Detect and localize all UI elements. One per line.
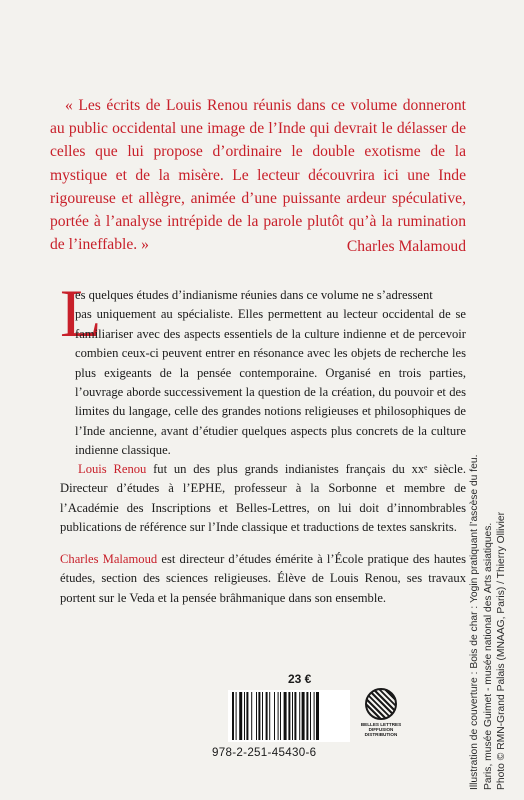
description-line-1: es quelques études d’indianisme réunies dans ce volume ne s’adressent	[75, 288, 433, 302]
barcode-bar	[306, 692, 308, 740]
barcode-bar	[256, 692, 257, 740]
price-label: 23 €	[288, 672, 312, 686]
logo-line-3: DISTRIBUTION	[364, 732, 398, 738]
publisher-logo	[360, 688, 402, 738]
barcode-bar	[278, 692, 279, 740]
credits-line-1: Illustration de couverture : Bois de char : Yogin pratiquant l’ascèse du feu.	[469, 454, 480, 790]
barcode-bar	[310, 692, 311, 740]
description-line-2: pas uniquement au spécialiste.	[75, 307, 234, 322]
barcode-bar	[294, 692, 296, 740]
barcode-bar	[266, 692, 268, 740]
logo-line-2: DIFFUSION	[368, 727, 394, 733]
barcode-bar	[269, 692, 270, 740]
barcode-bar	[251, 692, 252, 740]
barcode-bar	[232, 692, 234, 740]
quote-author: Charles Malamoud	[346, 238, 466, 255]
barcode-bar	[299, 692, 300, 740]
credits-line-3: Photo © RMN-Grand Palais (MNAAG, Paris) / Thierry Ollivier	[496, 511, 507, 790]
barcode-bar	[244, 692, 245, 740]
barcode-bar	[258, 692, 260, 740]
barcode-bar	[246, 692, 248, 740]
bio-text-malamoud: est directeur d’études émérite à l’École pratique des hautes études, section des sciences religieuses. Élève de Louis Renou, ses travaux portent sur le Veda et la pensée brâhmanique dans son ensemble.	[60, 552, 466, 605]
barcode-bar	[314, 692, 315, 740]
drop-cap-letter: L	[60, 275, 102, 351]
barcode-bar	[239, 692, 242, 740]
barcode-bar	[236, 692, 237, 740]
bio-text-renou: fut un des plus grands indianistes français du xxᵉ siècle. Directeur d’études à l’EPHE, professeur à la Sorbonne et membre de l’Académie des Inscriptions et Belles-Lettres, on lui doit d’innombrables publications de référence sur l’Inde classique et traductions de textes sanskrits.	[60, 462, 466, 535]
barcode-bar	[316, 692, 319, 740]
description-rest: Elles permettent au lecteur occidental de se familiariser avec des aspects essentiels de la culture indienne et de percevoir combien ceux-ci peuvent entrer en résonance avec les objets de recherche les plus exigeants de la pensée contemporaine. Organisé en trois parties, l’ouvrage aborde successivement la question de la création, du pouvoir et des limites du langage, celle des grandes notions religieuses et philosophiques de l’Inde ancienne, avant d’étudier quelques aspects plus concrets de la culture indienne classique.	[75, 307, 466, 458]
book-description	[60, 286, 466, 461]
barcode-bar	[274, 692, 275, 740]
cover-credits	[468, 454, 509, 790]
barcode-bar	[302, 692, 305, 740]
back-cover-quote: « Les écrits de Louis Renou réunis dans ce volume donneront au public occidental une image de l’Inde qui devrait le délasser de celles que lui propose d’ordinaire le double exotisme de la mystique et de la misère. Le lecteur découvrira ici une Inde rigoureuse et allègre, animée d’une puissante ardeur spéculative, portée à l’analyse intrépide de la parole plutôt qu’à la rumination de l’ineffable. »	[50, 97, 466, 254]
barcode-bar	[262, 692, 263, 740]
logo-line-1: BELLES LETTRES	[360, 722, 402, 727]
isbn-barcode	[228, 690, 350, 742]
bio-name-renou: Louis Renou	[78, 462, 147, 476]
publisher-emblem-icon	[365, 688, 397, 720]
barcode-bar	[292, 692, 293, 740]
bio-louis-renou	[60, 460, 466, 538]
barcode-bar	[280, 692, 281, 740]
barcode-bar	[288, 692, 290, 740]
bio-charles-malamoud	[60, 550, 466, 608]
bio-name-malamoud: Charles Malamoud	[60, 552, 158, 566]
barcode-bar	[284, 692, 287, 740]
credits-line-2: Paris, musée Guimet - musée national des Arts asiatiques.	[482, 522, 494, 790]
isbn-number: 978-2-251-45430-6	[212, 746, 317, 759]
